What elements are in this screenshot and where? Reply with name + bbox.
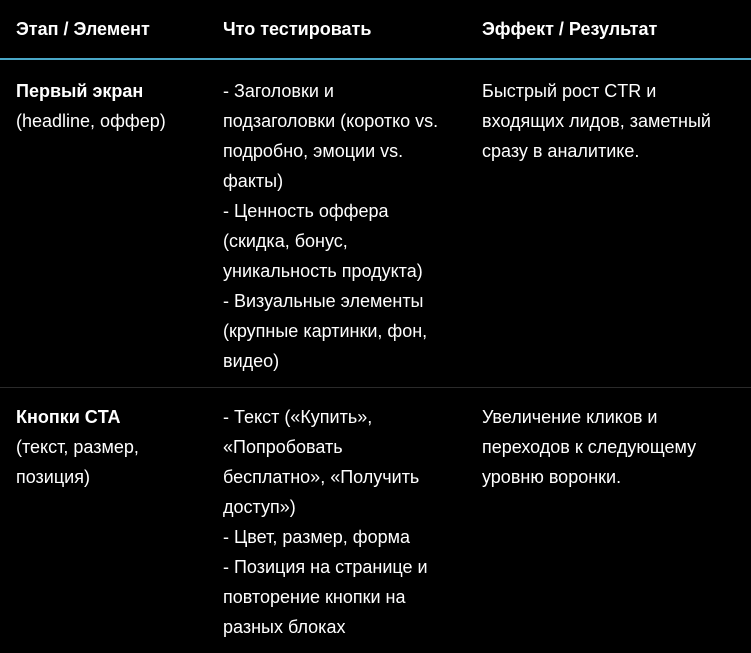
header-effect: Эффект / Результат — [482, 19, 658, 39]
effect-line: Быстрый рост CTR и — [482, 81, 657, 101]
effect-line: переходов к следующему — [482, 437, 697, 457]
test-line: «Попробовать — [223, 437, 343, 457]
stage-subtitle: (текст, размер, — [16, 437, 139, 457]
test-line: доступ») — [223, 497, 296, 517]
effect-cell — [482, 402, 751, 642]
test-line: бесплатно», «Получить — [223, 467, 420, 487]
header-what-to-test: Что тестировать — [223, 19, 372, 39]
table-row — [0, 388, 751, 642]
stage-cell — [0, 402, 223, 642]
stage-title: Первый экран — [16, 81, 144, 101]
test-line: подзаголовки (коротко vs. — [223, 111, 439, 131]
effect-line: Увеличение кликов и — [482, 407, 658, 427]
test-line: - Ценность оффера — [223, 201, 389, 221]
test-line: - Визуальные элементы — [223, 291, 424, 311]
stage-subtitle: (headline, оффер) — [16, 111, 166, 131]
test-line: (крупные картинки, фон, — [223, 321, 428, 341]
table-row — [0, 60, 751, 388]
test-line: (скидка, бонус, — [223, 231, 348, 251]
stage-subtitle: позиция) — [16, 467, 90, 487]
test-line: повторение кнопки на — [223, 587, 406, 607]
table-header — [0, 0, 751, 60]
test-line: уникальность продукта) — [223, 261, 423, 281]
effect-line: уровню воронки. — [482, 467, 622, 487]
effect-line: входящих лидов, заметный — [482, 111, 711, 131]
test-line: - Заголовки и — [223, 81, 334, 101]
stage-cell — [0, 76, 223, 387]
test-line: - Позиция на странице и — [223, 557, 428, 577]
test-line: - Цвет, размер, форма — [223, 527, 411, 547]
effect-line: сразу в аналитике. — [482, 141, 640, 161]
stage-title: Кнопки CTA — [16, 407, 121, 427]
test-line: подробно, эмоции vs. — [223, 141, 404, 161]
effect-cell — [482, 76, 751, 387]
test-cell — [223, 402, 482, 642]
test-cell — [223, 76, 482, 387]
header-stage: Этап / Элемент — [16, 19, 150, 39]
test-line: разных блоках — [223, 617, 346, 637]
test-line: видео) — [223, 351, 280, 371]
test-line: факты) — [223, 171, 284, 191]
test-line: - Текст («Купить», — [223, 407, 373, 427]
